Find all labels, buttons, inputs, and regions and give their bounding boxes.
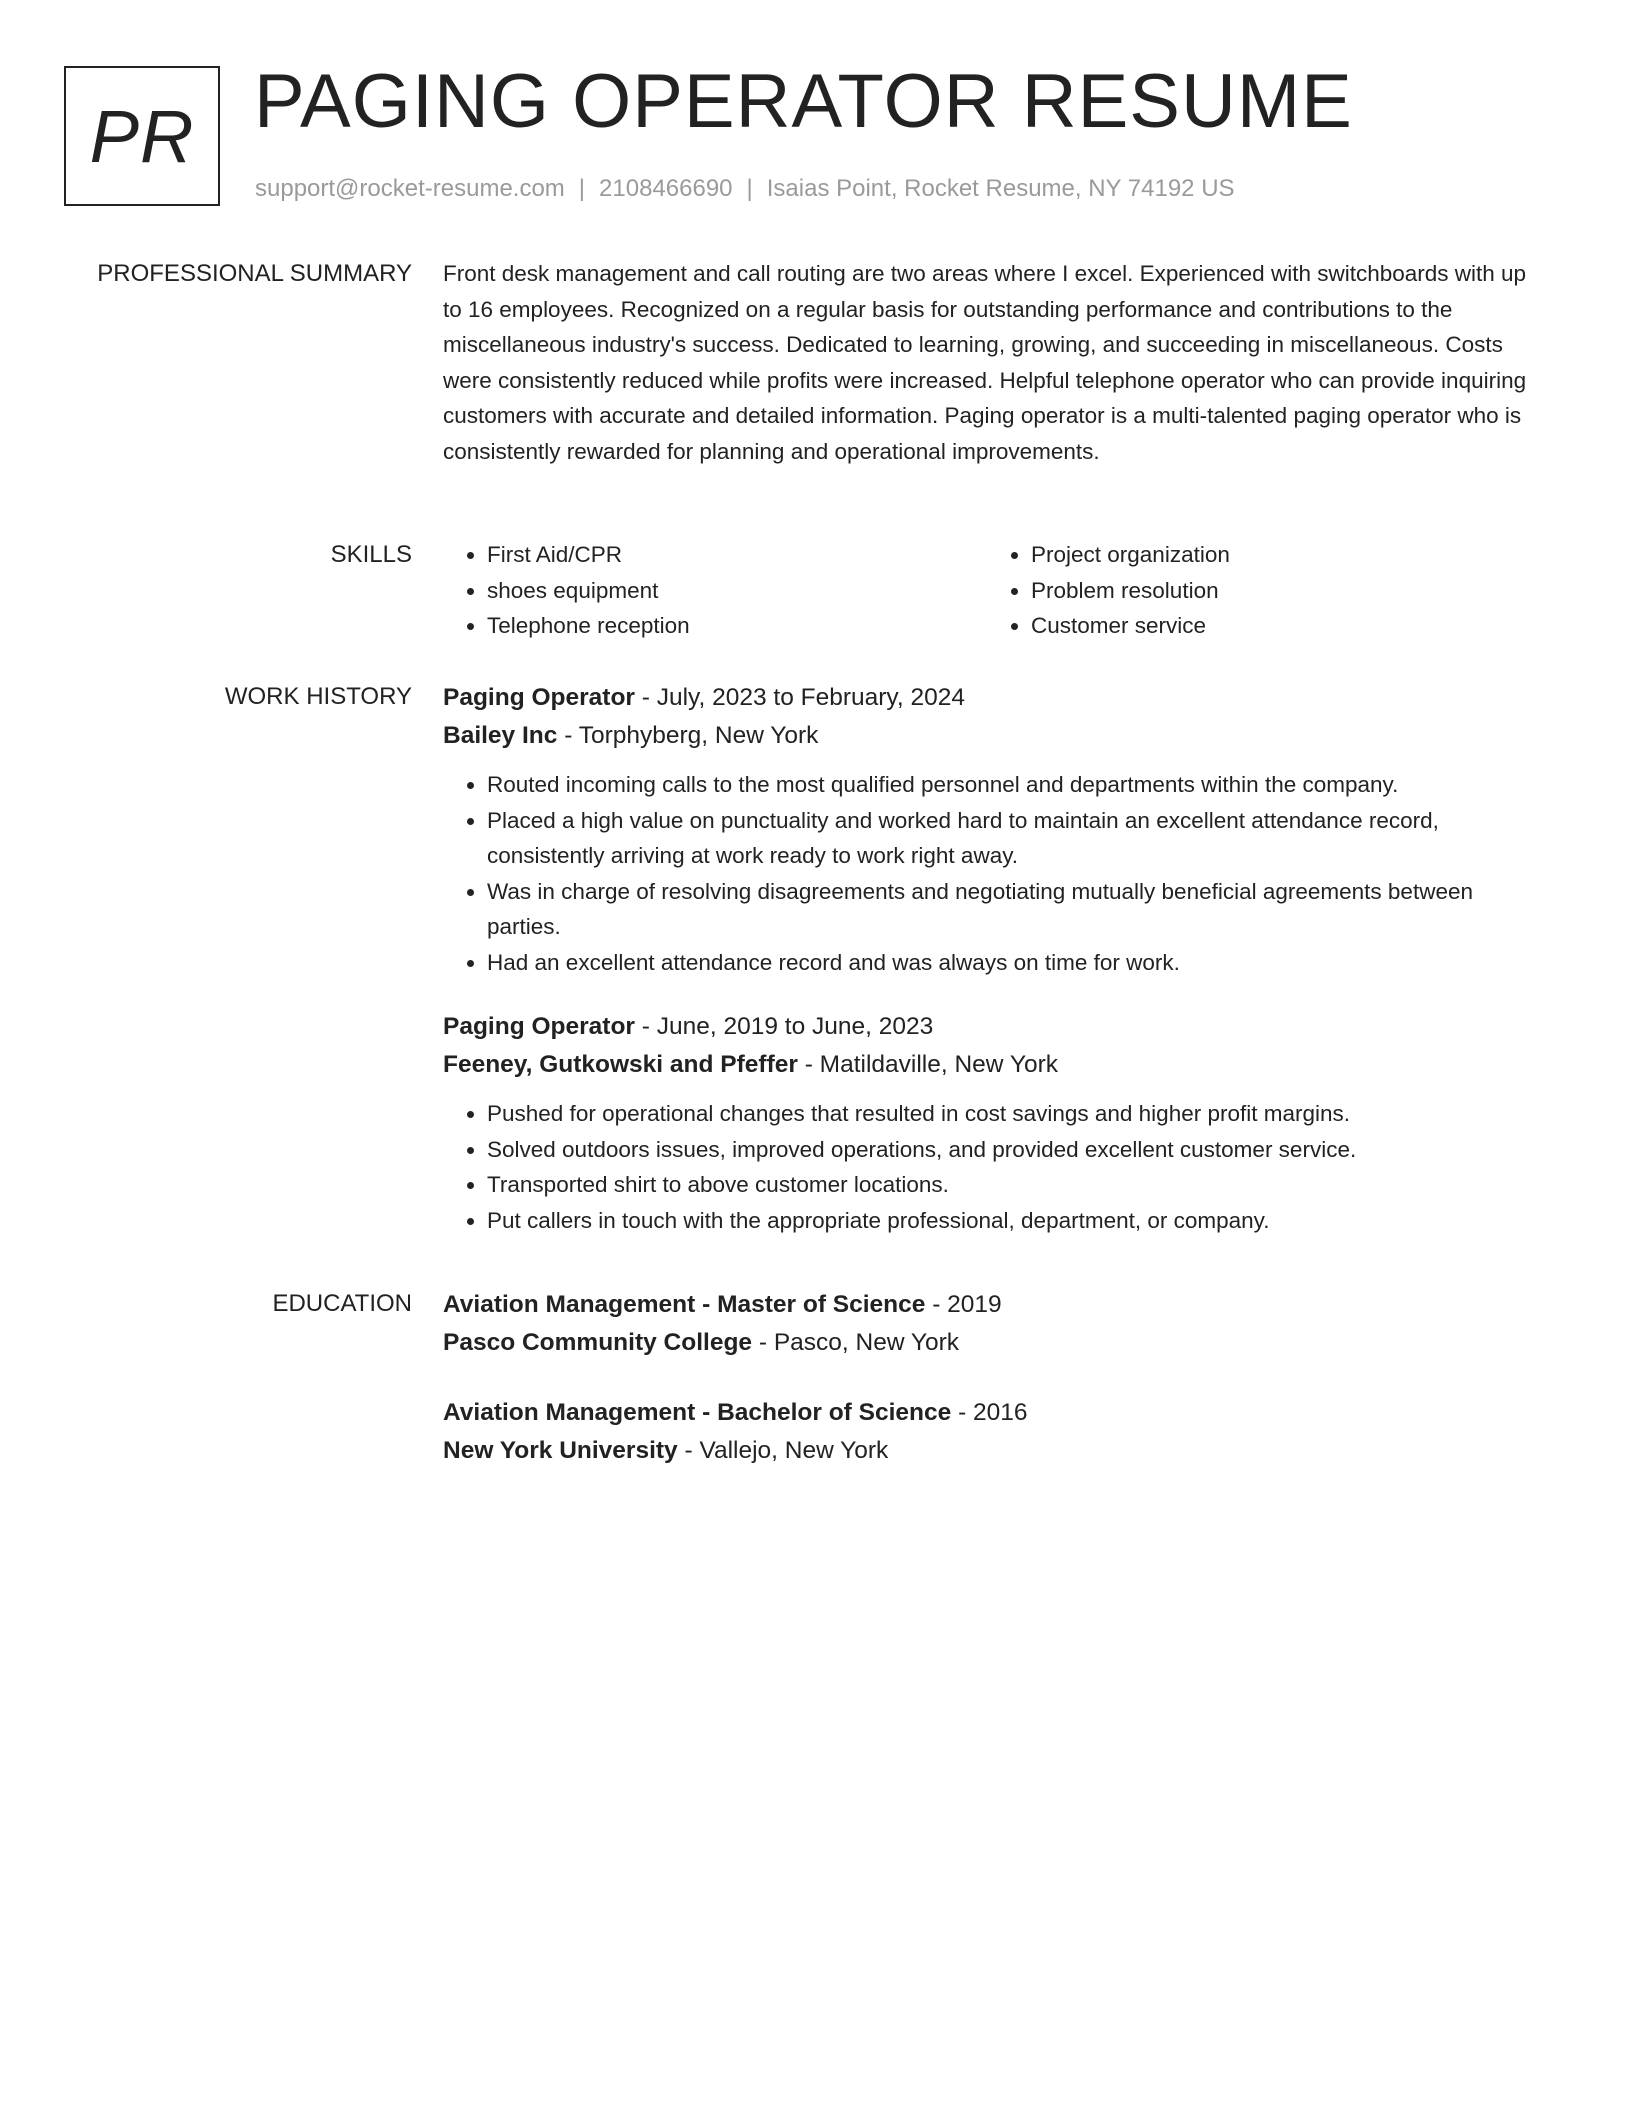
skill-item: • shoes equipment: [487, 573, 987, 609]
job-title-line: [443, 679, 1543, 717]
summary-body: [443, 256, 1543, 469]
monogram-box: [64, 66, 220, 206]
job-bullet: • Was in charge of resolving disagreements and negotiating mutually beneficial agreements between parties.: [487, 874, 1543, 945]
job-bullet: • Had an excellent attendance record and was always on time for work.: [487, 945, 1543, 981]
job-bullets: [443, 767, 1543, 980]
work-heading: WORK HISTORY: [224, 683, 412, 710]
job-bullet: • Pushed for operational changes that resulted in cost savings and higher profit margins.: [487, 1096, 1543, 1132]
job-location: - Matildaville, New York: [797, 1051, 1058, 1078]
job-dates: - July, 2023 to February, 2024: [634, 684, 965, 711]
education-degree-line: [443, 1286, 1543, 1324]
education-entry: [443, 1286, 1543, 1362]
job-title: Paging Operator: [443, 684, 635, 711]
education-location: - Pasco, New York: [752, 1329, 960, 1356]
skill-item: • Project organization: [1031, 537, 1531, 573]
job-company-line: [443, 717, 1543, 755]
education-year: - 2019: [925, 1291, 1002, 1318]
job-entry: [443, 1008, 1543, 1238]
job-company: Feeney, Gutkowski and Pfeffer: [443, 1051, 798, 1078]
job-company: Bailey Inc: [443, 722, 558, 749]
summary-text: Front desk management and call routing are two areas where I excel. Experienced with switchboards with up to 16 employees. Recognized on a regular basis for outstanding performance and contributions to the miscellaneous industry's success. Dedicated to learning, growing, and succeeding in miscellaneous. Costs were consistently reduced while profits were increased. Helpful telephone operator who can provide inquiring customers with accurate and detailed information. Paging operator is a multi-talented paging operator who is consistently rewarded for planning and operational improvements.: [443, 261, 1527, 464]
education-heading: EDUCATION: [272, 1290, 412, 1317]
job-bullets: [443, 1096, 1543, 1238]
contact-phone: 2108466690: [599, 175, 733, 202]
skill-item: • Problem resolution: [1031, 573, 1531, 609]
skills-heading: SKILLS: [330, 541, 412, 568]
job-bullet: • Put callers in touch with the appropriate professional, department, or company.: [487, 1203, 1543, 1239]
contact-separator: |: [578, 175, 586, 202]
contact-line: [255, 173, 1235, 205]
job-bullet: • Solved outdoors issues, improved operations, and provided excellent customer service.: [487, 1132, 1543, 1168]
skills-body: [443, 537, 1543, 644]
skill-item: • Customer service: [1031, 608, 1531, 644]
job-title: Paging Operator: [443, 1013, 635, 1040]
contact-separator: |: [746, 175, 753, 202]
education-school-line: [443, 1324, 1543, 1362]
education-school: New York University: [443, 1437, 678, 1464]
education-degree: Aviation Management - Bachelor of Science: [443, 1399, 952, 1426]
education-body: [443, 1286, 1543, 1502]
contact-email: support@rocket-resume.com: [255, 175, 565, 202]
job-dates: - June, 2019 to June, 2023: [634, 1013, 934, 1040]
education-school: Pasco Community College: [443, 1329, 753, 1356]
education-degree: Aviation Management - Master of Science: [443, 1291, 926, 1318]
skills-list-left: [443, 537, 987, 644]
education-school-line: [443, 1432, 1543, 1470]
skill-item: • First Aid/CPR: [487, 537, 987, 573]
summary-heading: PROFESSIONAL SUMMARY: [97, 260, 412, 287]
education-degree-line: [443, 1394, 1543, 1432]
job-title-line: [443, 1008, 1543, 1046]
job-location: - Torphyberg, New York: [557, 722, 819, 749]
education-year: - 2016: [951, 1399, 1028, 1426]
work-body: [443, 679, 1543, 1266]
job-bullet: • Transported shirt to above customer locations.: [487, 1167, 1543, 1203]
resume-title: PAGING OPERATOR RESUME: [254, 59, 1353, 144]
contact-address: Isaias Point, Rocket Resume, NY 74192 US: [766, 175, 1235, 202]
education-location: - Vallejo, New York: [677, 1437, 889, 1464]
education-entry: [443, 1394, 1543, 1470]
job-bullet: • Placed a high value on punctuality and worked hard to maintain an excellent attendance record, consistently arriving at work ready to work right away.: [487, 803, 1543, 874]
job-entry: [443, 679, 1543, 980]
job-bullet: • Routed incoming calls to the most qualified personnel and departments within the company.: [487, 767, 1543, 803]
job-company-line: [443, 1046, 1543, 1084]
skills-list-right: [987, 537, 1531, 644]
monogram-initials: PR: [89, 94, 195, 178]
skill-item: • Telephone reception: [487, 608, 987, 644]
